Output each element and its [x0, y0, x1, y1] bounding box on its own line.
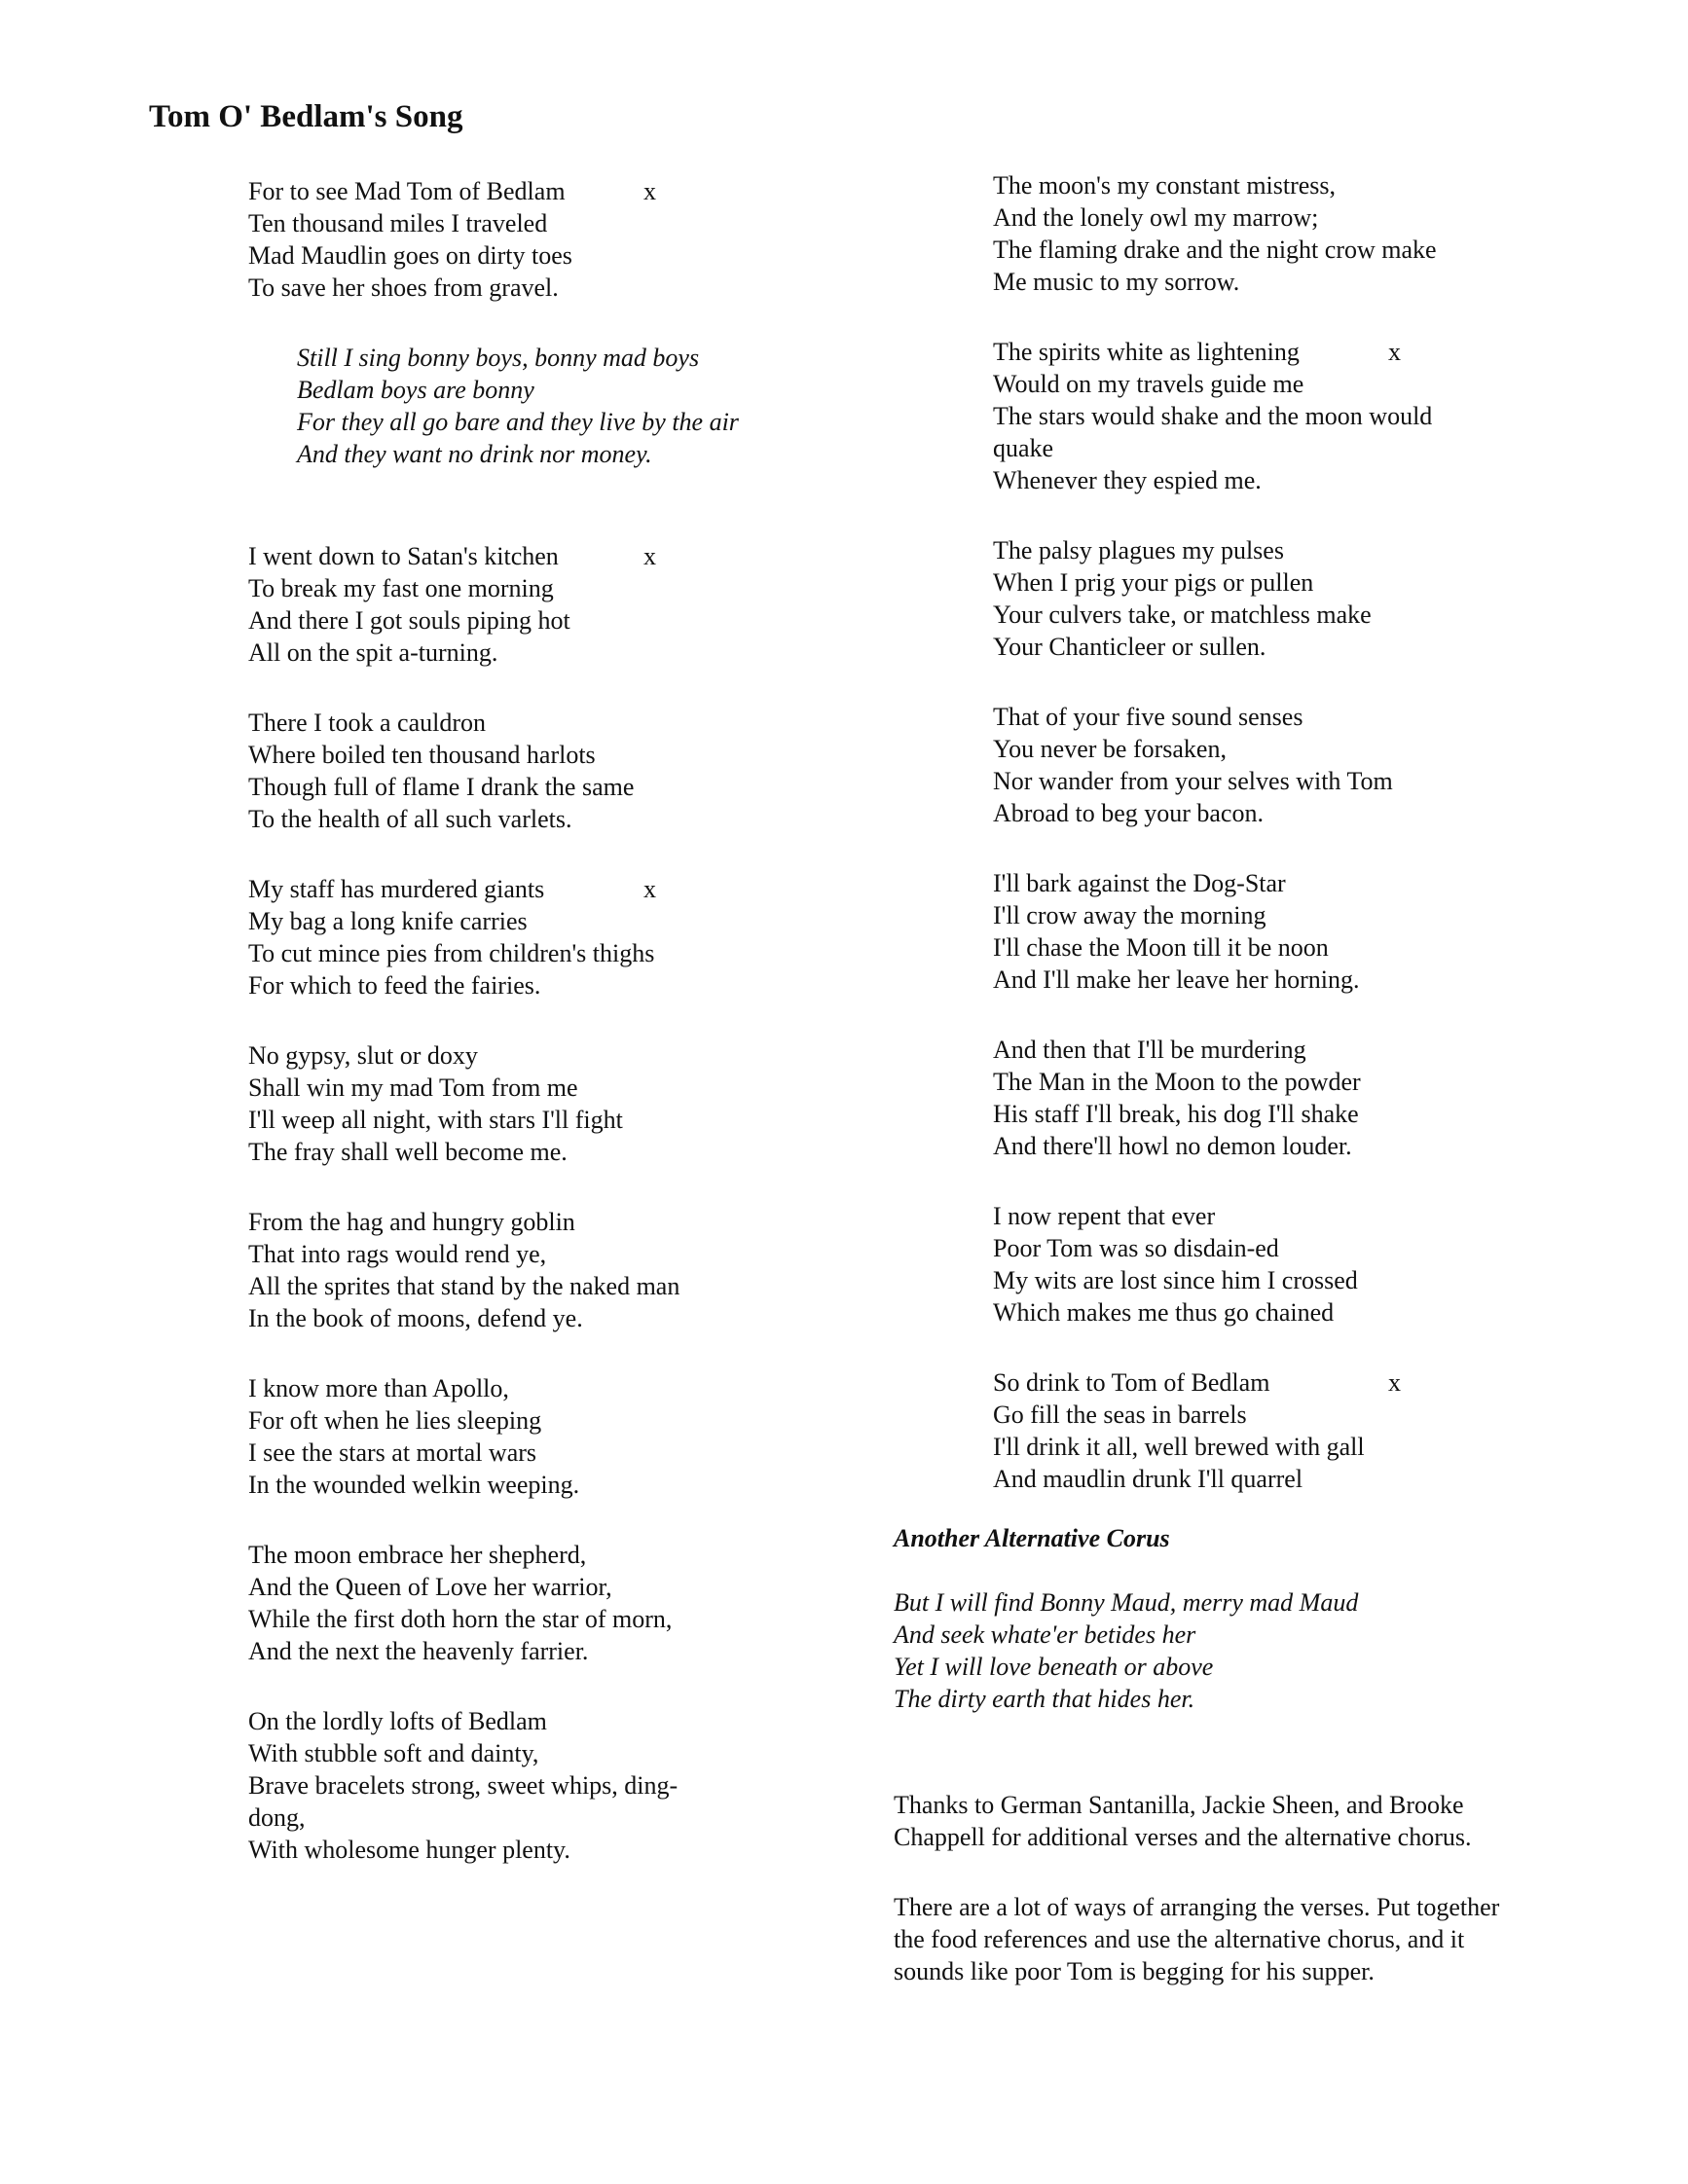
verse-line: Ten thousand miles I traveled	[248, 209, 548, 237]
verse-line: And maudlin drunk I'll quarrel	[993, 1465, 1303, 1493]
verse-line: Shall win my mad Tom from me	[248, 1074, 578, 1102]
verse-line: The spirits white as lightening	[993, 338, 1300, 366]
verse-line: Whenever they espied me.	[993, 466, 1262, 494]
alt-chorus	[894, 1586, 1575, 1715]
verse-line: dong,	[248, 1803, 306, 1832]
repeat-mark: x	[643, 177, 656, 205]
verse-line: In the wounded welkin weeping.	[248, 1471, 580, 1499]
verse-line: For which to feed the fairies.	[248, 971, 541, 1000]
chorus-line: The dirty earth that hides her.	[894, 1685, 1195, 1713]
verse-line: Your culvers take, or matchless make	[993, 601, 1372, 629]
repeat-mark: x	[643, 542, 656, 570]
verse-line: I'll weep all night, with stars I'll fight	[248, 1106, 623, 1134]
verse-4	[248, 873, 832, 1001]
verse-line: I'll chase the Moon till it be noon	[993, 933, 1329, 962]
verse-1	[248, 175, 832, 304]
verse-line: Abroad to beg your bacon.	[993, 799, 1264, 827]
verse-7	[248, 1372, 832, 1501]
verse-line: I went down to Satan's kitchen	[248, 542, 559, 570]
verse-line: And the Queen of Love her warrior,	[248, 1573, 612, 1601]
verse-line: No gypsy, slut or doxy	[248, 1041, 478, 1070]
verse-line: His staff I'll break, his dog I'll shake	[993, 1100, 1359, 1128]
verse-line: For to see Mad Tom of Bedlam	[248, 177, 566, 205]
verse-line: Which makes me thus go chained	[993, 1298, 1335, 1327]
verse-2	[248, 540, 832, 669]
repeat-mark: x	[1388, 338, 1401, 366]
verse-line: To save her shoes from gravel.	[248, 273, 559, 302]
chorus-line: And they want no drink nor money.	[297, 440, 652, 468]
verse-line: All on the spit a-turning.	[248, 638, 498, 667]
verse-line: Go fill the seas in barrels	[993, 1401, 1247, 1429]
note-line: Chappell for additional verses and the alternative chorus.	[894, 1823, 1472, 1851]
chorus-line: And seek whate'er betides her	[894, 1620, 1196, 1649]
verse-line: While the first doth horn the star of morn,	[248, 1605, 673, 1633]
verse-line: I'll drink it all, well brewed with gall	[993, 1433, 1365, 1461]
verse-line: I'll bark against the Dog-Star	[993, 869, 1286, 897]
verse-line: And the next the heavenly farrier.	[248, 1637, 589, 1665]
notes	[894, 1789, 1575, 2025]
verse-11	[993, 336, 1577, 496]
verse-line: All the sprites that stand by the naked man	[248, 1272, 680, 1300]
thanks-note	[894, 1789, 1575, 1853]
verse-line: Mad Maudlin goes on dirty toes	[248, 241, 572, 270]
verse-16	[993, 1200, 1577, 1329]
verse-line: With stubble soft and dainty,	[248, 1739, 539, 1767]
verse-line: On the lordly lofts of Bedlam	[248, 1707, 547, 1735]
alt-chorus-heading: Another Alternative Corus	[894, 1524, 1170, 1552]
verse-line: My wits are lost since him I crossed	[993, 1266, 1358, 1294]
page-title: Tom O' Bedlam's Song	[149, 99, 463, 134]
verse-line: To the health of all such varlets.	[248, 805, 572, 833]
verse-line: And then that I'll be murdering	[993, 1036, 1306, 1064]
verse-12	[993, 534, 1577, 663]
verse-line: The moon's my constant mistress,	[993, 171, 1337, 200]
note-line: There are a lot of ways of arranging the verses. Put together	[894, 1893, 1500, 1921]
right-column	[993, 169, 1577, 1533]
verse-17	[993, 1366, 1577, 1495]
chorus-line: Yet I will love beneath or above	[894, 1653, 1214, 1681]
verse-line: That into rags would rend ye,	[248, 1240, 547, 1268]
verse-14	[993, 867, 1577, 996]
verse-line: The flaming drake and the night crow make	[993, 236, 1437, 264]
verse-line: And the lonely owl my marrow;	[993, 203, 1319, 232]
verse-line: I now repent that ever	[993, 1202, 1216, 1230]
verse-line: From the hag and hungry goblin	[248, 1208, 575, 1236]
chorus	[297, 342, 832, 470]
verse-line: My staff has murdered giants	[248, 875, 545, 903]
note-line: sounds like poor Tom is begging for his supper.	[894, 1957, 1375, 1985]
verse-line: My bag a long knife carries	[248, 907, 528, 935]
verse-line: The moon embrace her shepherd,	[248, 1541, 587, 1569]
verse-8	[248, 1539, 832, 1667]
verse-line: For oft when he lies sleeping	[248, 1406, 542, 1435]
verse-line: To cut mince pies from children's thighs	[248, 939, 655, 967]
verse-line: And there I got souls piping hot	[248, 606, 570, 635]
verse-line: There I took a cauldron	[248, 709, 487, 737]
note-line: Thanks to German Santanilla, Jackie Sheen, and Brooke	[894, 1791, 1464, 1819]
verse-line: I see the stars at mortal wars	[248, 1438, 537, 1467]
verse-line: quake	[993, 434, 1054, 462]
verse-line: That of your five sound senses	[993, 703, 1303, 731]
verse-5	[248, 1039, 832, 1168]
arrangement-note	[894, 1891, 1575, 1987]
verse-line: With wholesome hunger plenty.	[248, 1836, 570, 1864]
chorus-line: Bedlam boys are bonny	[297, 376, 534, 404]
verse-line: Brave bracelets strong, sweet whips, ding-	[248, 1771, 679, 1800]
verse-line: In the book of moons, defend ye.	[248, 1304, 583, 1332]
verse-line: Your Chanticleer or sullen.	[993, 633, 1266, 661]
verse-line: When I prig your pigs or pullen	[993, 568, 1314, 597]
verse-line: Would on my travels guide me	[993, 370, 1304, 398]
verse-line: Nor wander from your selves with Tom	[993, 767, 1393, 795]
repeat-mark: x	[1388, 1368, 1401, 1397]
chorus-line: For they all go bare and they live by the air	[297, 408, 739, 436]
verse-line: The stars would shake and the moon would	[993, 402, 1433, 430]
verse-line: So drink to Tom of Bedlam	[993, 1368, 1270, 1397]
verse-line: Poor Tom was so disdain-ed	[993, 1234, 1279, 1262]
verse-line: And I'll make her leave her horning.	[993, 965, 1360, 994]
verse-line: I know more than Apollo,	[248, 1374, 509, 1402]
verse-line: Where boiled ten thousand harlots	[248, 741, 596, 769]
verse-line: And there'll howl no demon louder.	[993, 1132, 1352, 1160]
verse-9	[248, 1705, 832, 1866]
verse-line: You never be forsaken,	[993, 735, 1227, 763]
verse-6	[248, 1206, 832, 1334]
verse-10	[993, 169, 1577, 298]
verse-line: To break my fast one morning	[248, 574, 554, 602]
verse-3	[248, 707, 832, 835]
verse-15	[993, 1034, 1577, 1162]
left-column	[248, 175, 832, 1904]
verse-line: Me music to my sorrow.	[993, 268, 1240, 296]
verse-line: The Man in the Moon to the powder	[993, 1068, 1361, 1096]
verse-13	[993, 701, 1577, 829]
chorus-line: Still I sing bonny boys, bonny mad boys	[297, 344, 700, 372]
verse-line: I'll crow away the morning	[993, 901, 1266, 929]
note-line: the food references and use the alternative chorus, and it	[894, 1925, 1465, 1953]
verse-line: The fray shall well become me.	[248, 1138, 568, 1166]
verse-line: Though full of flame I drank the same	[248, 773, 635, 801]
chorus-line: But I will find Bonny Maud, merry mad Maud	[894, 1588, 1359, 1617]
repeat-mark: x	[643, 875, 656, 903]
verse-line: The palsy plagues my pulses	[993, 536, 1284, 564]
